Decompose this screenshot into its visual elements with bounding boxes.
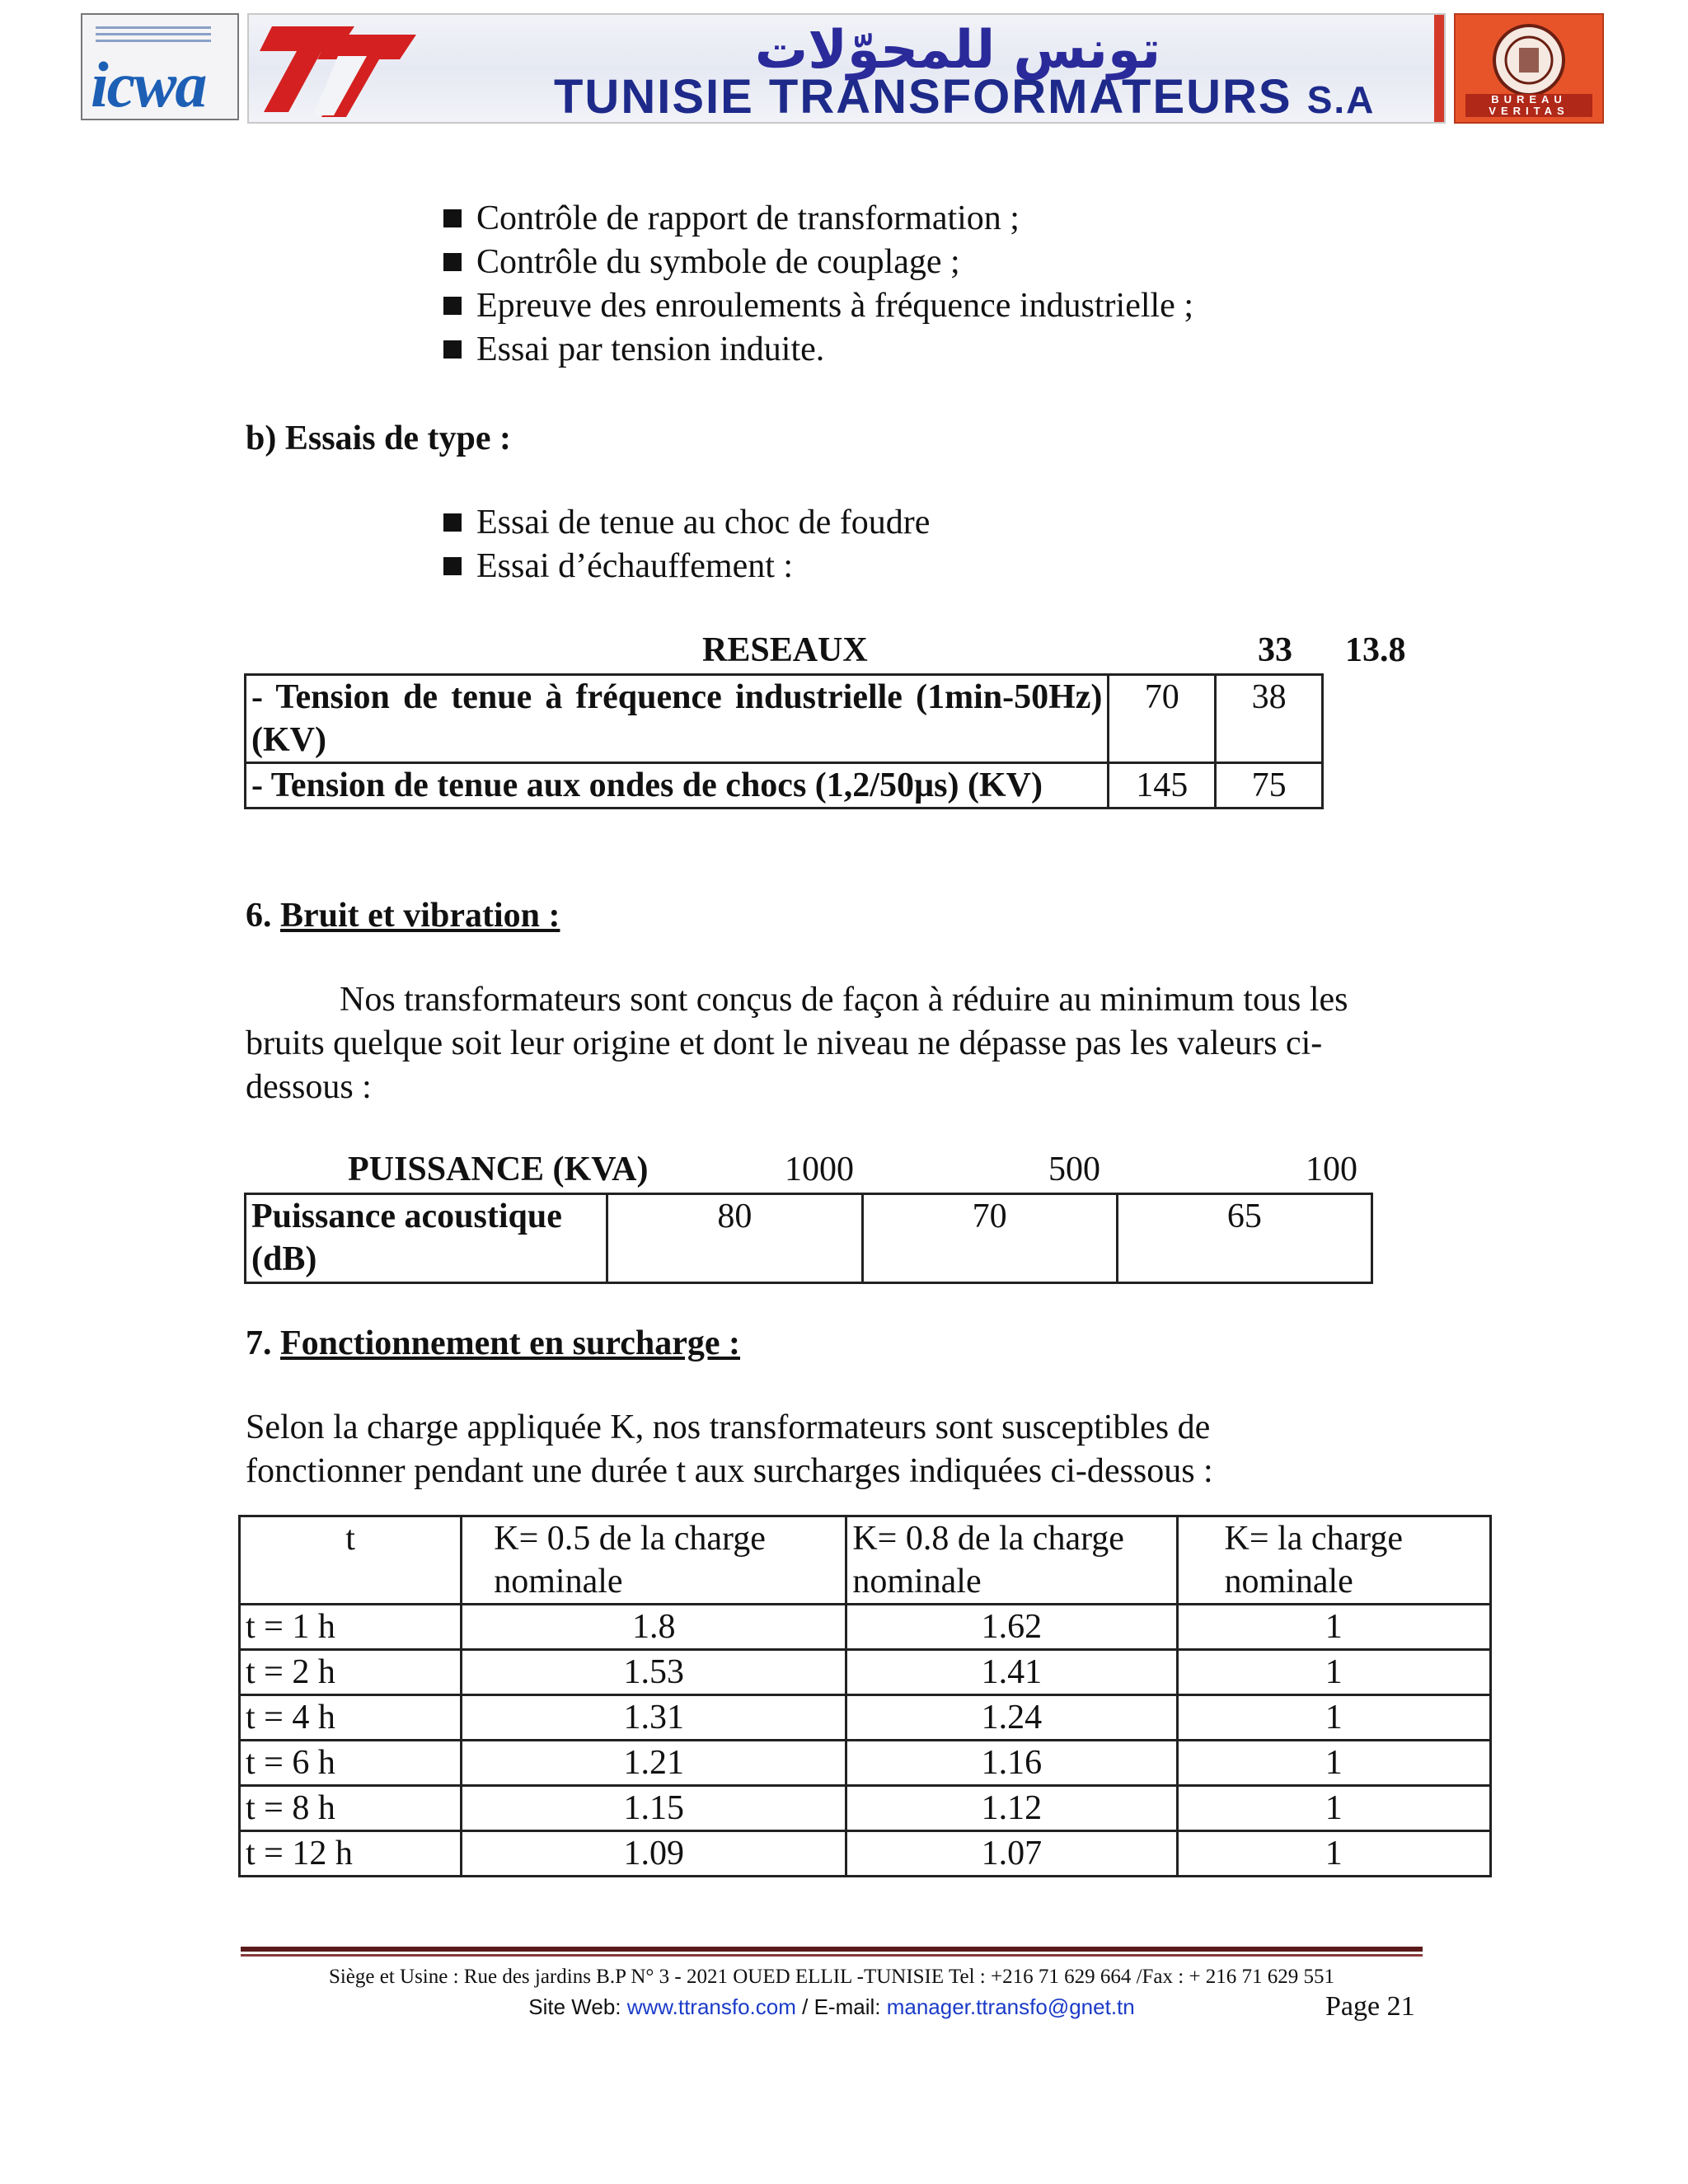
- reseaux-col-13-8: 13.8: [1345, 631, 1406, 669]
- reseaux-table: [244, 673, 1324, 809]
- table-cell: 1.41: [846, 1650, 1177, 1695]
- footer-site-label: Site Web:: [528, 1994, 627, 2019]
- email-link[interactable]: manager.ttransfo@gnet.tn: [886, 1994, 1135, 2019]
- bureau-veritas-logo: [1454, 13, 1604, 124]
- footer-email-label: / E-mail:: [795, 1994, 887, 2019]
- table-cell: 1.31: [462, 1695, 846, 1741]
- section-6-title: [246, 896, 560, 935]
- table-header-row: [240, 1516, 1491, 1605]
- table-row: [246, 1194, 1372, 1283]
- list-item: [443, 328, 1193, 372]
- list-item: [443, 197, 1193, 241]
- table-cell: 1.07: [846, 1831, 1177, 1877]
- table-cell: Puissance acoustique (dB): [246, 1194, 607, 1283]
- table-cell: 1: [1177, 1605, 1490, 1650]
- table-cell: 1: [1177, 1741, 1490, 1786]
- table-cell: 1.62: [846, 1605, 1177, 1650]
- table-row: [246, 763, 1323, 808]
- noise-table: [244, 1193, 1373, 1284]
- table-row: [240, 1605, 1491, 1650]
- bullet-square-icon: [443, 513, 462, 532]
- table-cell: 65: [1117, 1194, 1372, 1283]
- section-7-title-text: Fonctionnement en surcharge :: [280, 1324, 740, 1362]
- section-6-number: 6.: [246, 897, 272, 935]
- table-cell: 38: [1216, 675, 1323, 763]
- table-cell: 1: [1177, 1695, 1490, 1741]
- list-item: [443, 501, 930, 545]
- section-7-number: 7.: [246, 1324, 272, 1362]
- bullet-list-top: [443, 197, 1193, 372]
- table-row: [240, 1741, 1491, 1786]
- table-cell: t = 1 h: [240, 1605, 462, 1650]
- table-row: [240, 1695, 1491, 1741]
- list-item: [443, 284, 1193, 328]
- bullet-square-icon: [443, 557, 462, 575]
- table-cell: 1: [1177, 1831, 1490, 1877]
- footer-address: Siège et Usine : Rue des jardins B.P N° 3 - 2021 OUED ELLIL -TUNISIE Tel : +216 71 629 664 /Fax : + 216 71 629 551: [328, 1966, 1335, 1988]
- section-7-paragraph: Selon la charge appliquée K, nos transformateurs sont susceptibles de fonctionner pendant une durée t aux surcharges indiquées ci-dessous :: [246, 1408, 1213, 1490]
- banner-red-bar: [1434, 15, 1444, 122]
- bureau-veritas-label: BUREAU VERITAS: [1465, 94, 1592, 117]
- table-row: [240, 1831, 1491, 1877]
- bullet-square-icon: [443, 297, 462, 315]
- table-cell: 1: [1177, 1650, 1490, 1695]
- list-item: [443, 241, 1193, 284]
- tunisie-transformateurs-logo-icon: [256, 18, 420, 120]
- table-cell: 1.12: [846, 1786, 1177, 1831]
- noise-col-500: 500: [1048, 1151, 1100, 1188]
- company-banner: [247, 13, 1446, 124]
- table-cell: t = 8 h: [240, 1786, 462, 1831]
- table-cell: 70: [862, 1194, 1117, 1283]
- section-b-title: b) Essais de type :: [246, 419, 512, 457]
- table-cell: 1.09: [462, 1831, 846, 1877]
- table-row: [246, 675, 1323, 763]
- table-cell: t = 6 h: [240, 1741, 462, 1786]
- reseaux-header-label: RESEAUX: [702, 631, 868, 669]
- list-item-text: Essai par tension induite.: [476, 330, 825, 368]
- company-name: [554, 69, 1375, 124]
- table-cell: 1.21: [462, 1741, 846, 1786]
- bullet-list-type-tests: [443, 501, 930, 588]
- table-header-cell: K= la charge nominale: [1177, 1516, 1490, 1605]
- list-item-text: Contrôle de rapport de transformation ;: [476, 199, 1020, 237]
- table-cell: - Tension de tenue aux ondes de chocs (1,2/50µs) (KV): [246, 763, 1109, 808]
- table-row: [240, 1650, 1491, 1695]
- table-cell: t = 2 h: [240, 1650, 462, 1695]
- list-item: [443, 545, 930, 588]
- table-cell: 1.53: [462, 1650, 846, 1695]
- table-cell: 1.16: [846, 1741, 1177, 1786]
- table-cell: 1: [1177, 1786, 1490, 1831]
- table-cell: 70: [1109, 675, 1216, 763]
- page-header: [81, 13, 1604, 124]
- table-header-cell: K= 0.8 de la charge nominale: [846, 1516, 1177, 1605]
- overload-table: [238, 1515, 1492, 1877]
- table-cell: t = 12 h: [240, 1831, 462, 1877]
- table-cell: 1.8: [462, 1605, 846, 1650]
- list-item-text: Essai d’échauffement :: [476, 547, 794, 585]
- bullet-square-icon: [443, 340, 462, 359]
- noise-col-100: 100: [1306, 1151, 1357, 1188]
- page-number: Page 21: [1325, 1991, 1415, 2022]
- icwa-logo-lines: [96, 26, 211, 46]
- table-cell: 75: [1216, 763, 1323, 808]
- table-cell: t = 4 h: [240, 1695, 462, 1741]
- list-item-text: Epreuve des enroulements à fréquence industrielle ;: [476, 287, 1193, 325]
- footer-contact: [241, 1994, 1423, 2020]
- noise-header-label: PUISSANCE (KVA): [348, 1151, 649, 1188]
- company-name-main: TUNISIE TRANSFORMATEURS: [554, 70, 1292, 124]
- section-6-paragraph: Nos transformateurs sont conçus de façon à réduire au minimum tous les bruits quelque soit leur origine et dont le niveau ne dépasse pas les valeurs ci-dessous :: [246, 981, 1348, 1106]
- arabic-company-name: تونس للمحوّلات: [754, 20, 1161, 81]
- icwa-logo-text: icwa: [91, 49, 206, 120]
- table-cell: - Tension de tenue à fréquence industrielle (1min-50Hz) (KV): [246, 675, 1109, 763]
- list-item-text: Essai de tenue au choc de foudre: [476, 504, 931, 541]
- table-header-cell: t: [240, 1516, 462, 1605]
- footer-rule: [241, 1947, 1423, 1957]
- reseaux-col-33: 33: [1258, 631, 1292, 669]
- bureau-veritas-seal-icon: [1492, 23, 1566, 97]
- icwa-logo: [81, 13, 239, 120]
- table-row: [240, 1786, 1491, 1831]
- table-cell: 1.15: [462, 1786, 846, 1831]
- section-6-title-text: Bruit et vibration :: [280, 897, 560, 935]
- bullet-square-icon: [443, 209, 462, 227]
- company-name-suffix: S.A: [1306, 78, 1376, 121]
- list-item-text: Contrôle du symbole de couplage ;: [476, 243, 960, 281]
- table-cell: 80: [607, 1194, 862, 1283]
- section-7-title: [246, 1324, 740, 1363]
- bullet-square-icon: [443, 253, 462, 271]
- table-cell: 145: [1109, 763, 1216, 808]
- noise-col-1000: 1000: [785, 1151, 854, 1188]
- table-cell: 1.24: [846, 1695, 1177, 1741]
- table-header-cell: K= 0.5 de la charge nominale: [462, 1516, 846, 1605]
- website-link[interactable]: www.ttransfo.com: [626, 1994, 796, 2019]
